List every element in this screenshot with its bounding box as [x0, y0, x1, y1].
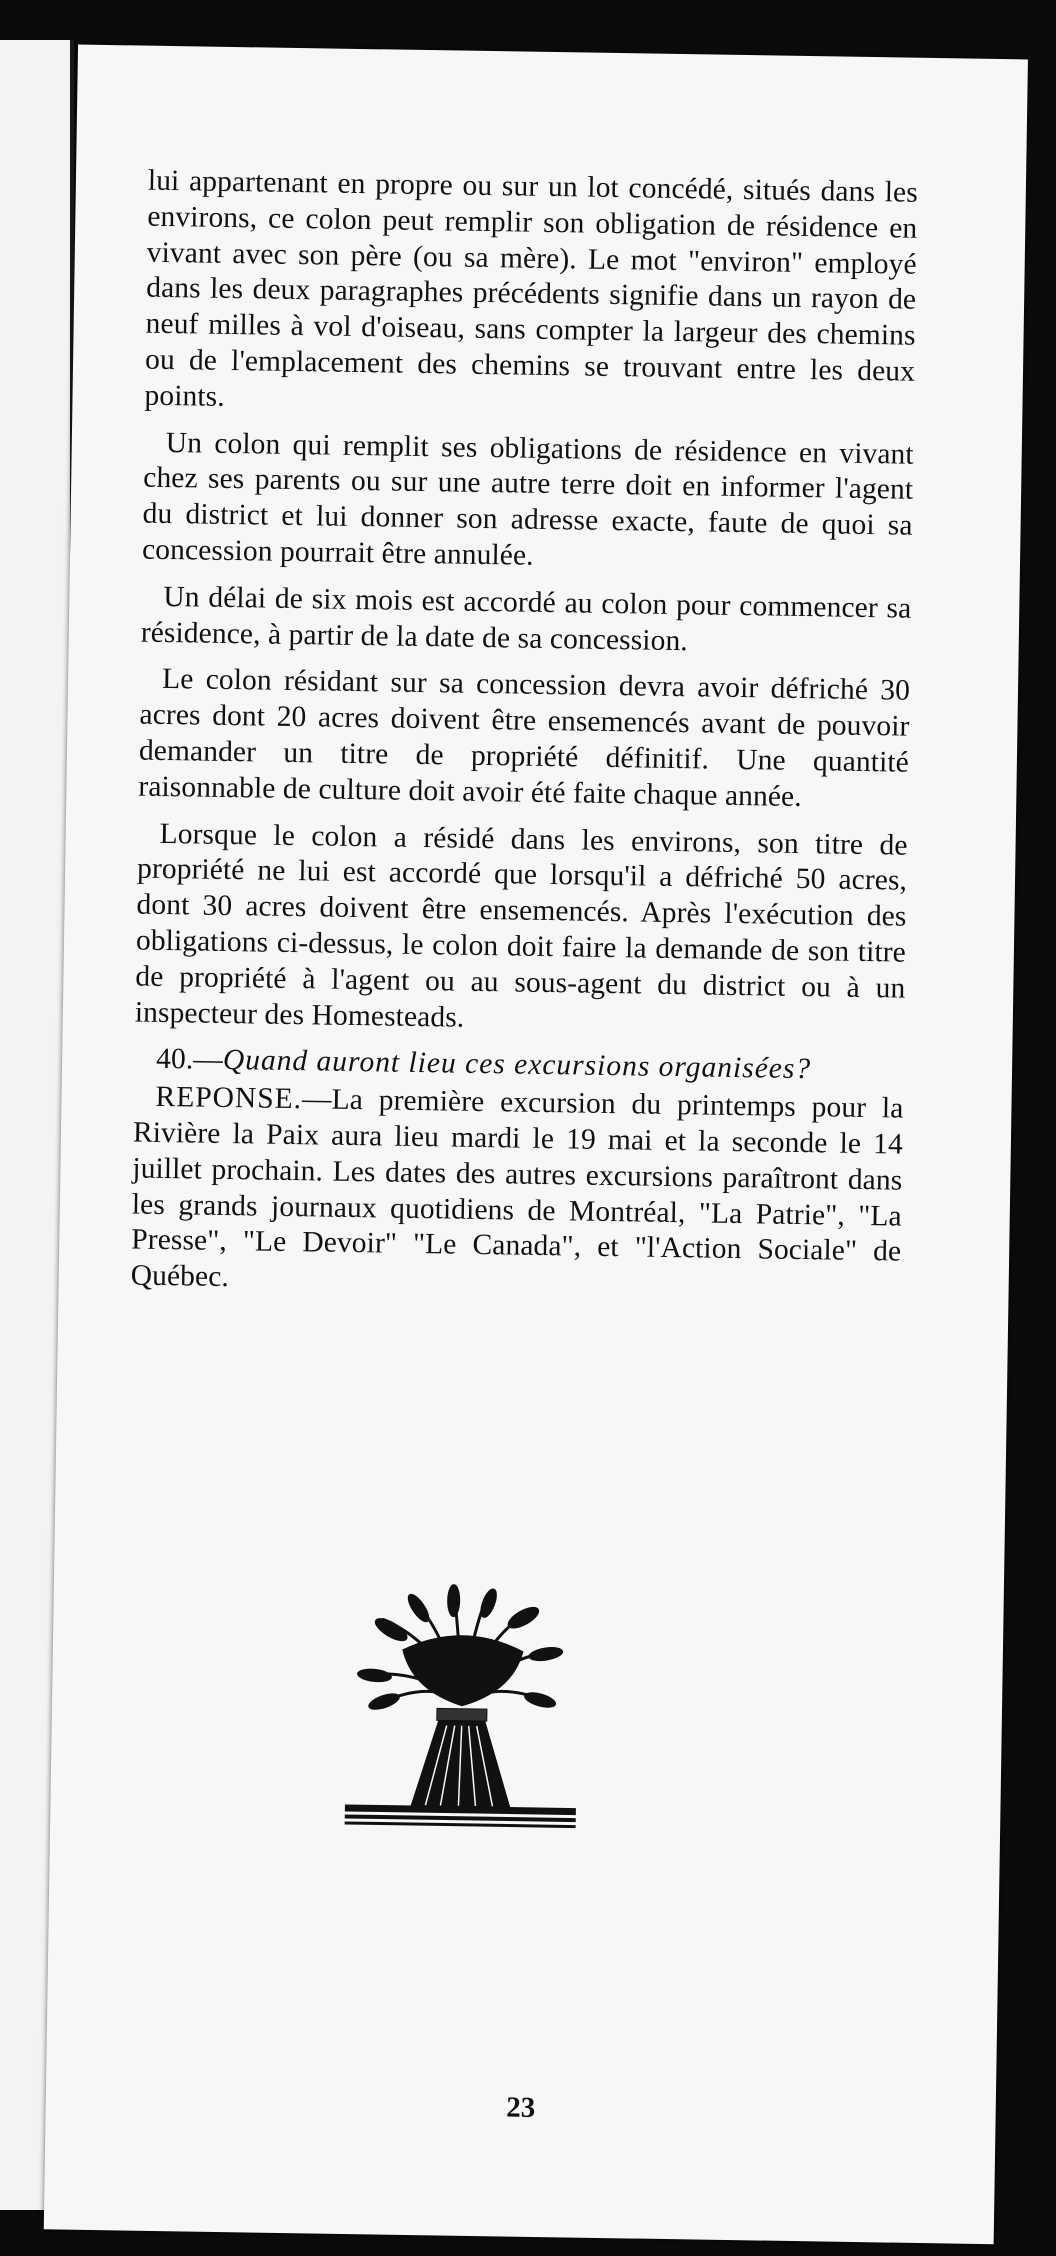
wheat-sheaf-icon [340, 1579, 584, 1843]
paragraph-delay: Un délai de six mois est accordé au colon pour commencer sa résidence, à partir de la date de sa concession. [140, 580, 912, 657]
paragraph-continuation: lui appartenant en propre ou sur un lot concédé, situés dans les environs, ce colon peut remplir son obligation de résidence en vivant avec son père (ou sa mère). Le mot "environ" employé dans les deux paragraphes précédents signifie dans un rayon de neuf milles à vol d'oiseau, sans compter la largeur des chemins ou de l'emplacement des chemins se trouvant entre les deux points. [144, 164, 919, 413]
body-text [130, 164, 918, 1318]
question-number: 40.— [155, 1043, 224, 1077]
paragraph-clearing-requirement: Le colon résidant sur sa concession devra avoir défriché 30 acres dont 20 acres doivent être ensemencés avant de pouvoir demander un titre de propriété définitif. Une quantité raisonnable de culture doit avoir été faite chaque année. [138, 663, 911, 813]
page-number: 23 [505, 2091, 536, 2124]
paragraph-residence-notice: Un colon qui remplit ses obligations de résidence en vivant chez ses parents ou sur une autre terre doit en informer l'agent du district et lui donner son adresse exacte, faute de quoi sa concession pourrait être annulée. [141, 426, 914, 572]
answer-text: —La première excursion du printemps pour la Rivière la Paix aura lieu mardi le 19 mai et la seconde le 14 juillet prochain. Les dates des autres excursions paraîtront dans les grands journaux quotidiens de Montréal, "La Patrie", "La Presse", "Le Devoir" "Le Canada", et "l'Action Sociale" de Québec. [130, 1083, 904, 1294]
document-page [44, 45, 1028, 2245]
answer-label: REPONSE. [155, 1081, 303, 1116]
answer-40 [130, 1080, 903, 1307]
paragraph-title-request: Lorsque le colon a résidé dans les environs, son titre de propriété ne lui est accordé que lorsqu'il a défriché 50 acres, dont 30 acres doivent être ensemencés. Après l'exécution des obligations ci-dessus, le colon doit faire la demande de son titre de propriété à l'agent ou au sous-agent du district ou à un inspecteur des Homesteads. [134, 817, 908, 1034]
question-text: Quand auront lieu ces excursions organisées? [222, 1044, 812, 1086]
